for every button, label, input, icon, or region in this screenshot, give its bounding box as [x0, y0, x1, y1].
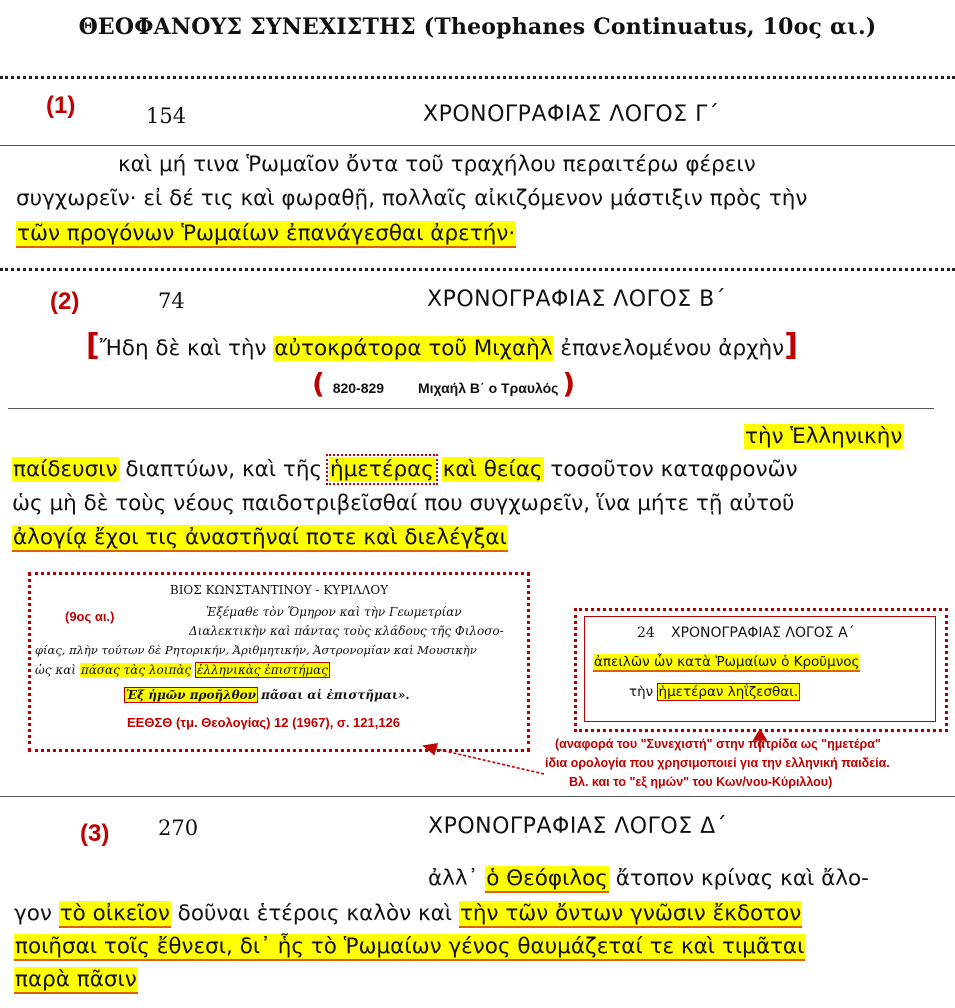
close-paren: ) [562, 367, 576, 400]
open-bracket: [ [86, 328, 100, 363]
inset-line-2: Διαλεκτικὴν καὶ πάντας τοὺς κλάδους τῆς Φιλοσο- [189, 624, 504, 638]
boxed-highlight: ἡμετέραν ληΐζεσθαι. [658, 684, 799, 700]
inset-line-1: Ἐξέμαθε τὸν Ὅμηρον καὶ τὴν Γεωμετρίαν [206, 605, 462, 619]
inset-line-3: φίας, πλὴν τούτων δὲ Ρητορικήν, Ἀριθμητικήν, Ἀστρονομίαν καὶ Μουσικὴν [35, 643, 477, 657]
boxed-highlight: Ἐξ ἡμῶν προῆλθον [126, 688, 256, 702]
quote-a: Ἤδη δὲ καὶ τὴν [99, 336, 274, 361]
highlight: τῶν προγόνων Ῥωμαίων ἐπανάγεσθαι ἀρετήν· [17, 221, 516, 246]
highlight: ποιῆσαι τοῖς ἔθνεσι, δι᾽ ἧς τὸ Ῥωμαίων γένος θαυμάζεταί τε καὶ τιμᾶται [15, 934, 805, 959]
highlight: πάσας τὰς λοιπὰς [80, 663, 192, 677]
text: δοῦναι ἑτέροις καλὸν καὶ [170, 901, 459, 926]
section-3-line-3 [14, 930, 805, 964]
text: γον [14, 901, 59, 926]
section-2-heading: ΧΡΟΝΟΓΡΑΦΙΑΣ ΛΟΓΟΣ Β΄ [427, 287, 727, 312]
note-line-1: (αναφορά του "Συνεχιστή" στην πατρίδα ως "ημετέρα" [555, 737, 881, 751]
section-3-heading: ΧΡΟΝΟΓΡΑΦΙΑΣ ΛΟΓΟΣ Δ΄ [428, 814, 728, 839]
section-3-number: (3) [80, 820, 110, 847]
text: ». [397, 688, 410, 702]
text: ἀλλ᾽ [428, 866, 486, 891]
section-3-line-1 [428, 862, 869, 896]
note-line-2: ίδια ορολογία που χρησιμοποιεί για την ελληνική παιδεία. [545, 756, 890, 770]
note-line-3: Βλ. και το "εξ ημών" του Κων/νου-Κύριλλου) [569, 775, 833, 789]
open-paren: ( [312, 367, 325, 400]
close-bracket: ] [784, 328, 798, 363]
highlight: ἀλογίᾳ ἔχοι τις ἀναστῆναί ποτε καὶ διελέγξαι [13, 525, 507, 550]
boxed-highlight: ἑλληνικὰς ἐπιστήμας [196, 663, 329, 677]
highlight: τὴν τῶν ὄντων γνῶσιν ἔκδοτον [459, 901, 802, 926]
highlight: παρὰ πᾶσιν [15, 967, 137, 992]
highlight: παίδευσιν [13, 457, 118, 482]
emperor-name: Μιχαήλ Β΄ ο Τραυλός [417, 380, 559, 396]
section-2-line-3: ὡς μὴ δὲ τοὺς νέους παιδοτριβεῖσθαί που συγχωρεῖν, ἵνα μήτε τῇ αὐτοῦ [12, 491, 795, 516]
text: διαπτύων, καὶ τῆς [118, 457, 329, 482]
text: τὴν [629, 684, 658, 700]
text: πᾶσαι αἱ ἐπιστῆμαι [256, 688, 398, 702]
section-3-rule-top [0, 796, 955, 797]
inset-page: 24 [637, 625, 655, 641]
highlight: ἀπειλῶν ὧν κατὰ Ῥωμαίων ὁ Κροῦμνος [594, 654, 860, 670]
highlight: ὁ Θεόφιλος [486, 866, 608, 891]
section-3-line-2 [14, 897, 802, 931]
quote-c: ἐπανελομένου ἀρχὴν [553, 336, 785, 361]
inset-century: (9ος αι.) [65, 609, 115, 624]
boxed-highlight: ἡμετέρας [329, 457, 434, 482]
highlight: τὴν Ἑλληνικὴν [745, 424, 903, 449]
highlight: αὐτοκράτορα τοῦ Μιχαὴλ [274, 336, 553, 361]
section-1-page: 154 [146, 104, 187, 128]
section-3-line-4 [14, 963, 138, 997]
section-2-number: (2) [50, 288, 80, 315]
inset-title: ΒΙΟΣ ΚΩΝΣΤΑΝΤΙΝΟΥ - ΚΥΡΙΛΛΟΥ [169, 583, 389, 597]
text: ἄτοπον κρίνας καὶ ἄλο- [608, 866, 869, 891]
section-1-number: (1) [46, 92, 76, 119]
section-2-page: 74 [158, 289, 185, 313]
section-1-line-2: συγχωρεῖν· εἰ δέ τις καὶ φωραθῇ, πολλαῖς αἰκιζόμενον μάστιξιν πρὸς τὴν [16, 186, 808, 211]
inset-heading: ΧΡΟΝΟΓΡΑΦΙΑΣ ΛΟΓΟΣ Α΄ [671, 625, 855, 641]
highlight: καὶ θείας [442, 457, 543, 482]
inset-source: ΕΕΘΣΘ (τμ. Θεολογίας) 12 (1967), σ. 121,126 [127, 715, 401, 730]
emperor-years: 820-829 [332, 380, 385, 396]
highlight: τὸ οἰκεῖον [59, 901, 170, 926]
text: ὡς καὶ [35, 663, 80, 677]
section-1-heading: ΧΡΟΝΟΓΡΑΦΙΑΣ ΛΟΓΟΣ Γ΄ [423, 102, 720, 127]
document-title: ΘΕΟΦΑΝΟΥΣ ΣΥΝΕΧΙΣΤΗΣ (Theophanes Continuatus, 10ος αι.) [78, 14, 877, 40]
section-3-page: 270 [158, 816, 199, 840]
text: τοσοῦτον καταφρονῶν [543, 457, 798, 482]
arrow-to-left-inset [424, 744, 544, 774]
section-1-line-1: καὶ μή τινα Ῥωμαῖον ὄντα τοῦ τραχήλου περαιτέρω φέρειν [118, 152, 756, 177]
